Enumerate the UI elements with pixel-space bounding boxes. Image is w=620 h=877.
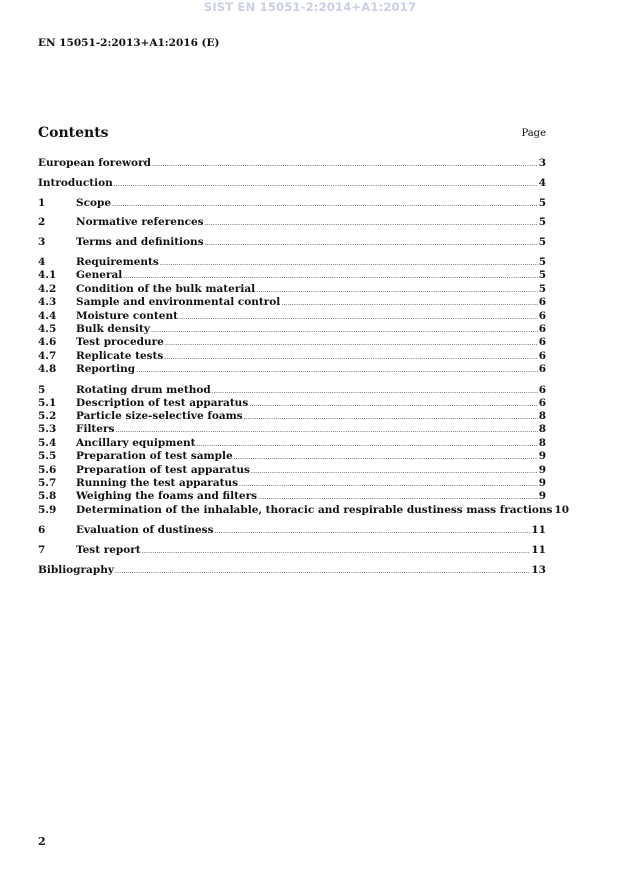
toc-entry[interactable] bbox=[38, 323, 546, 337]
toc-entry-number: 4.1 bbox=[38, 269, 57, 281]
toc-entry-number: 4.4 bbox=[38, 310, 57, 322]
toc-entry-title: Sample and environmental control bbox=[76, 296, 281, 308]
toc-entry[interactable] bbox=[38, 384, 546, 398]
toc-entry-title: Requirements bbox=[76, 256, 159, 268]
toc-leader-dots bbox=[136, 366, 538, 376]
toc-leader-dots bbox=[123, 272, 537, 282]
toc-entry-title: Running the test apparatus bbox=[76, 477, 239, 489]
toc-leader-dots bbox=[115, 426, 537, 436]
toc-leader-dots bbox=[115, 567, 530, 577]
page-number: 2 bbox=[38, 835, 46, 848]
toc-entry[interactable] bbox=[38, 477, 546, 491]
toc-leader-dots bbox=[244, 413, 538, 423]
toc-entry-title: Terms and definitions bbox=[76, 236, 204, 248]
toc-entry[interactable] bbox=[38, 177, 546, 191]
toc-entry-number: 4.5 bbox=[38, 323, 57, 335]
toc-entry-page: 9 bbox=[538, 464, 546, 476]
toc-entry-title: Weighing the foams and filters bbox=[76, 490, 258, 502]
toc-entry-number: 5.3 bbox=[38, 423, 57, 435]
toc-entry[interactable] bbox=[38, 157, 546, 171]
toc-leader-dots bbox=[164, 353, 537, 363]
toc-entry-page: 10 bbox=[554, 504, 570, 516]
toc-entry-title: Condition of the bulk material bbox=[76, 283, 256, 295]
toc-entry-title: Test report bbox=[76, 544, 141, 556]
toc-entry-title: Introduction bbox=[38, 177, 113, 189]
toc-entry-page: 4 bbox=[538, 177, 546, 189]
toc-entry-title: Determination of the inhalable, thoracic and respirable dustiness mass fractions bbox=[76, 504, 553, 516]
toc-entry-title: Preparation of test sample bbox=[76, 450, 233, 462]
toc-entry-number: 4.7 bbox=[38, 350, 57, 362]
toc-entry-page: 6 bbox=[538, 296, 546, 308]
toc-leader-dots bbox=[142, 547, 531, 557]
toc-leader-dots bbox=[112, 200, 538, 210]
toc-leader-dots bbox=[281, 299, 537, 309]
toc-entry-number: 5.1 bbox=[38, 397, 57, 409]
toc-entry-page: 5 bbox=[538, 197, 546, 209]
toc-leader-dots bbox=[197, 440, 538, 450]
toc-entry-number: 5.6 bbox=[38, 464, 57, 476]
toc-entry[interactable] bbox=[38, 564, 546, 578]
toc-entry-title: Test procedure bbox=[76, 336, 164, 348]
toc-entry[interactable] bbox=[38, 296, 546, 310]
toc-entry-number: 5.8 bbox=[38, 490, 57, 502]
toc-entry[interactable] bbox=[38, 216, 546, 230]
toc-entry-number: 4.2 bbox=[38, 283, 57, 295]
toc-leader-dots bbox=[256, 286, 538, 296]
toc-entry[interactable] bbox=[38, 283, 546, 297]
toc-leader-dots bbox=[249, 400, 537, 410]
toc-leader-dots bbox=[114, 180, 538, 190]
toc-entry-page: 8 bbox=[538, 410, 546, 422]
toc-entry[interactable] bbox=[38, 269, 546, 283]
toc-entry-number: 4.6 bbox=[38, 336, 57, 348]
toc-leader-dots bbox=[179, 313, 538, 323]
toc-entry-title: Preparation of test apparatus bbox=[76, 464, 250, 476]
toc-entry-title: Ancillary equipment bbox=[76, 437, 196, 449]
toc-entry-page: 5 bbox=[538, 256, 546, 268]
toc-entry[interactable] bbox=[38, 544, 546, 558]
toc-entry[interactable] bbox=[38, 350, 546, 364]
toc-entry-title: Particle size-selective foams bbox=[76, 410, 243, 422]
toc-entry-title: Bulk density bbox=[76, 323, 150, 335]
toc-entry[interactable] bbox=[38, 310, 546, 324]
toc-leader-dots bbox=[152, 160, 538, 170]
toc-entry-title: Normative references bbox=[76, 216, 204, 228]
toc-leader-dots bbox=[160, 259, 538, 269]
toc-entry[interactable] bbox=[38, 397, 546, 411]
toc-entry-page: 6 bbox=[538, 350, 546, 362]
toc-entry-title: Reporting bbox=[76, 363, 136, 375]
toc-entry-number: 2 bbox=[38, 216, 46, 228]
toc-leader-dots bbox=[212, 387, 538, 397]
toc-entry[interactable] bbox=[38, 437, 546, 451]
toc-entry-title: Moisture content bbox=[76, 310, 178, 322]
toc-entry-number: 5.2 bbox=[38, 410, 57, 422]
toc-entry-number: 4 bbox=[38, 256, 46, 268]
toc-entry-number: 3 bbox=[38, 236, 46, 248]
toc-entry[interactable] bbox=[38, 504, 570, 518]
toc-entry-page: 6 bbox=[538, 384, 546, 396]
toc-entry-title: Bibliography bbox=[38, 564, 114, 576]
toc-leader-dots bbox=[258, 493, 538, 503]
toc-entry[interactable] bbox=[38, 363, 546, 377]
toc-entry[interactable] bbox=[38, 450, 546, 464]
toc-leader-dots bbox=[251, 467, 538, 477]
toc-entry-page: 5 bbox=[538, 269, 546, 281]
toc-leader-dots bbox=[239, 480, 538, 490]
toc-entry-page: 9 bbox=[538, 477, 546, 489]
toc-entry-page: 6 bbox=[538, 363, 546, 375]
toc-entry-page: 9 bbox=[538, 490, 546, 502]
toc-entry-page: 5 bbox=[538, 216, 546, 228]
toc-entry-title: European foreword bbox=[38, 157, 151, 169]
toc-entry-number: 5.5 bbox=[38, 450, 57, 462]
toc-entry-page: 6 bbox=[538, 323, 546, 335]
toc-entry-number: 1 bbox=[38, 197, 46, 209]
toc-entry[interactable] bbox=[38, 336, 546, 350]
toc-entry-number: 4.8 bbox=[38, 363, 57, 375]
toc-entry-title: Rotating drum method bbox=[76, 384, 211, 396]
toc-entry-title: Filters bbox=[76, 423, 115, 435]
toc-leader-dots bbox=[165, 339, 538, 349]
toc-entry[interactable] bbox=[38, 197, 546, 211]
toc-entry[interactable] bbox=[38, 524, 546, 538]
toc-entry-page: 8 bbox=[538, 423, 546, 435]
toc-entry[interactable] bbox=[38, 236, 546, 250]
toc-entry-number: 6 bbox=[38, 524, 46, 536]
toc-entry-page: 5 bbox=[538, 283, 546, 295]
toc-entry-number: 5.9 bbox=[38, 504, 57, 516]
toc-entry-page: 6 bbox=[538, 397, 546, 409]
toc-entry-page: 11 bbox=[531, 524, 546, 536]
toc-entry-title: Replicate tests bbox=[76, 350, 164, 362]
toc-entry[interactable] bbox=[38, 410, 546, 424]
toc-entry-page: 6 bbox=[538, 310, 546, 322]
toc-entry-number: 5 bbox=[38, 384, 46, 396]
toc-entry-page: 5 bbox=[538, 236, 546, 248]
toc-entry-title: Evaluation of dustiness bbox=[76, 524, 214, 536]
toc-leader-dots bbox=[234, 453, 538, 463]
toc-entry-title: General bbox=[76, 269, 123, 281]
toc-leader-dots bbox=[205, 219, 538, 229]
toc-entry[interactable] bbox=[38, 256, 546, 270]
toc-entry-page: 3 bbox=[538, 157, 546, 169]
toc-entry-number: 4.3 bbox=[38, 296, 57, 308]
toc-entry-title: Scope bbox=[76, 197, 112, 209]
toc-entry-page: 6 bbox=[538, 336, 546, 348]
toc-entry[interactable] bbox=[38, 423, 546, 437]
toc-entry-page: 13 bbox=[531, 564, 546, 576]
toc-entry-page: 11 bbox=[531, 544, 546, 556]
toc-entry-page: 9 bbox=[538, 450, 546, 462]
toc-entry[interactable] bbox=[38, 464, 546, 478]
toc-entry-number: 5.7 bbox=[38, 477, 57, 489]
toc-leader-dots bbox=[215, 527, 531, 537]
page-column-label: Page bbox=[521, 128, 546, 139]
standard-reference: EN 15051-2:2013+A1:2016 (E) bbox=[38, 37, 220, 49]
watermark: SIST EN 15051-2:2014+A1:2017 bbox=[203, 0, 417, 14]
contents-title: Contents bbox=[38, 125, 109, 141]
toc-leader-dots bbox=[205, 239, 538, 249]
toc-leader-dots bbox=[151, 326, 538, 336]
toc-entry[interactable] bbox=[38, 490, 546, 504]
toc-entry-title: Description of test apparatus bbox=[76, 397, 249, 409]
toc-entry-number: 5.4 bbox=[38, 437, 57, 449]
toc-entry-number: 7 bbox=[38, 544, 46, 556]
toc-entry-page: 8 bbox=[538, 437, 546, 449]
